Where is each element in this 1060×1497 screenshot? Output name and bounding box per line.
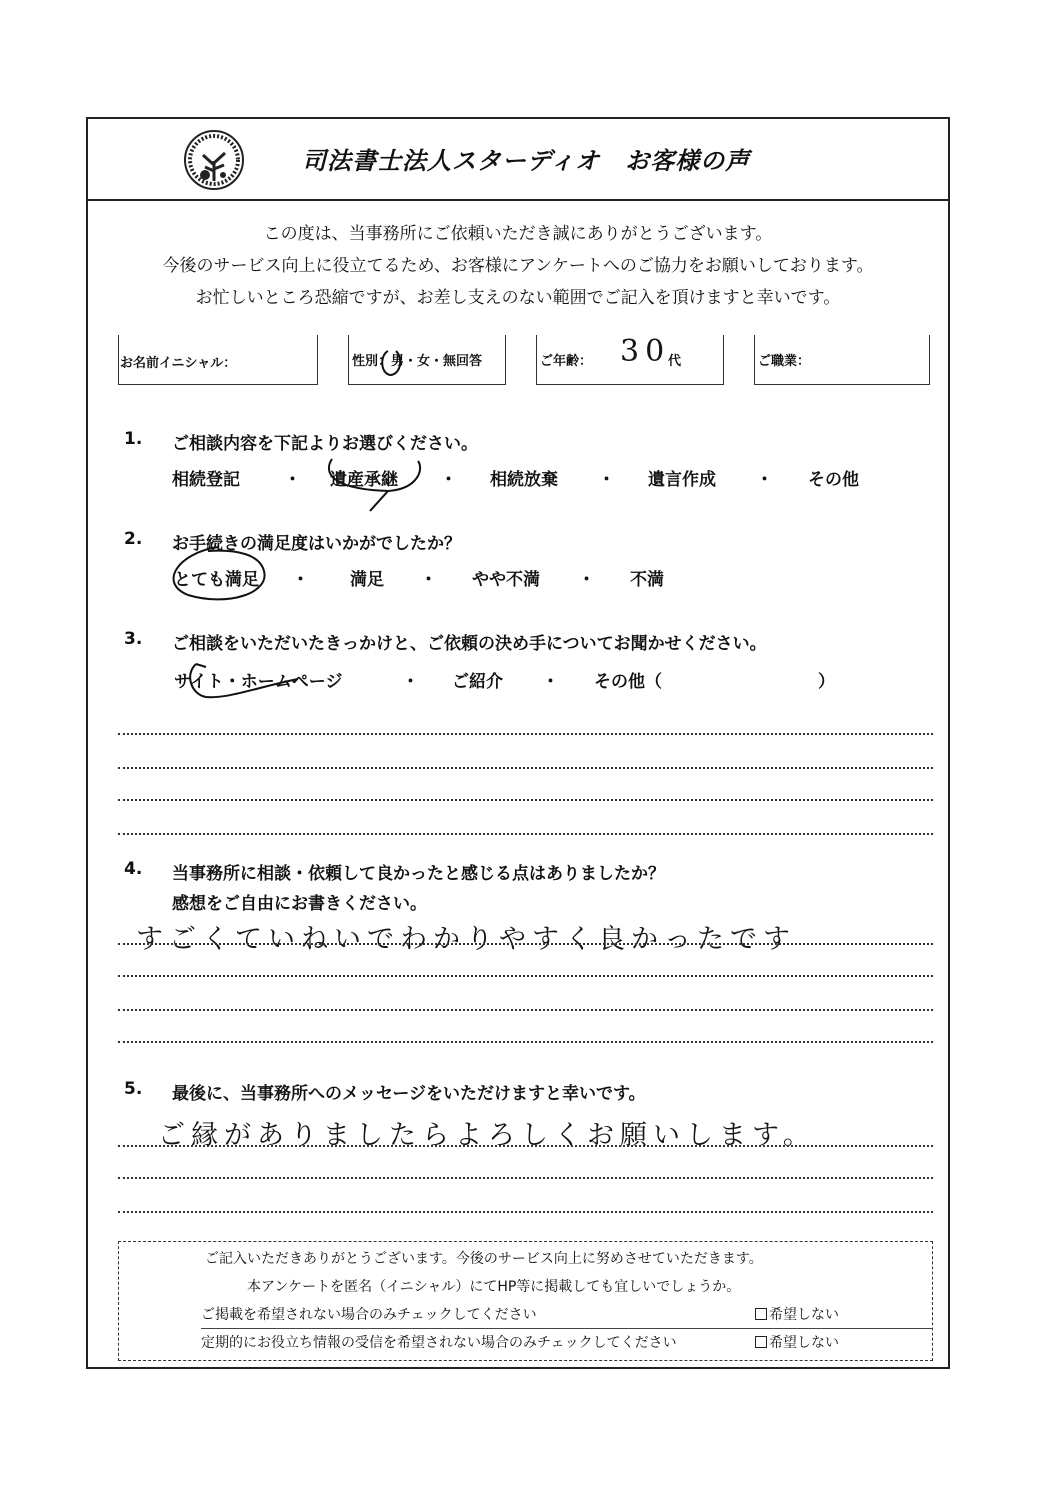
q3-text: ご相談をいただいたきっかけと、ご依頼の決め手についてお聞かせください。 [172, 634, 767, 654]
q3-selection-mark [190, 664, 298, 697]
separator: ・ [292, 570, 309, 590]
age-value: 30 [620, 334, 671, 369]
q2-text: お手続きの満足度はいかがでしたか？ [172, 534, 461, 554]
q4-answer: すごくていねいでわかりやすく良かったです [136, 924, 796, 955]
separator: ・ [420, 570, 437, 590]
intro-line-2: 今後のサービス向上に役立てるため、お客様にアンケートへのご協力をお願いしております。 [162, 256, 874, 276]
q3-option-3[interactable]: その他（ [594, 672, 662, 692]
q1-text: ご相談内容を下記よりお選びください。 [172, 434, 478, 454]
separator: ・ [402, 672, 419, 692]
q3-option-1[interactable]: サイト・ホームページ [174, 672, 343, 692]
gender-label: 性別： [352, 354, 392, 369]
q2-option-3[interactable]: やや不満 [472, 570, 540, 590]
separator: ・ [542, 672, 559, 692]
intro-line-1: この度は、当事務所にご依頼いただき誠にありがとうございます。 [263, 224, 773, 244]
q5-number: 5. [124, 1079, 143, 1099]
checkbox-label: 希望しない [769, 1335, 839, 1351]
q4-text-2: 感想をご自由にお書きください。 [172, 894, 427, 914]
q1-option-4[interactable]: 遺言作成 [648, 470, 716, 490]
separator: ・ [598, 470, 615, 490]
footer-line-3: ご掲載を希望されない場合のみチェックしてください [201, 1307, 537, 1323]
intro-line-3: お忙しいところ恐縮ですが、お差し支えのない範囲でご記入を頂けますと幸いです。 [195, 288, 841, 308]
q2-selection-mark [174, 547, 265, 599]
q2-option-2[interactable]: 満足 [350, 570, 384, 590]
q1-selection-mark [329, 459, 420, 511]
q2-option-1[interactable]: とても満足 [174, 570, 259, 590]
q1-option-2[interactable]: 遺産承継 [330, 470, 398, 490]
age-label: ご年齢： [540, 354, 593, 369]
footer-line-2: 本アンケートを匿名（イニシャル）にてHP等に掲載しても宜しいでしょうか。 [247, 1279, 741, 1295]
q5-text: 最後に、当事務所へのメッセージをいただけますと幸いです。 [172, 1084, 646, 1104]
q4-number: 4. [124, 859, 143, 879]
initial-label: お名前イニシャル： [120, 356, 237, 371]
footer-line-4: 定期的にお役立ち情報の受信を希望されない場合のみチェックしてください [201, 1335, 677, 1351]
gender-selection-mark [382, 351, 400, 375]
job-label: ご職業： [758, 354, 811, 369]
q1-option-5[interactable]: その他 [808, 470, 859, 490]
q3-number: 3. [124, 629, 143, 649]
page-title: 司法書士法人スターディオ お客様の声 [302, 147, 751, 175]
q3-option-close: ） [818, 672, 835, 692]
handwritten-marks [88, 119, 952, 1371]
q1-option-1[interactable]: 相続登記 [172, 470, 240, 490]
q2-number: 2. [124, 529, 143, 549]
separator: ・ [440, 470, 457, 490]
checkbox-label: 希望しない [769, 1307, 839, 1323]
q1-option-3[interactable]: 相続放棄 [490, 470, 558, 490]
q4-text: 当事務所に相談・依頼して良かったと感じる点はありましたか？ [172, 864, 665, 884]
q2-option-4[interactable]: 不満 [630, 570, 664, 590]
q1-number: 1. [124, 429, 143, 449]
separator: ・ [756, 470, 773, 490]
survey-form [86, 117, 950, 1369]
q5-answer: ご縁がありましたらよろしくお願いします。 [158, 1120, 816, 1151]
age-suffix: 代 [668, 354, 682, 369]
gender-options[interactable]: 男・女・無回答 [391, 354, 483, 369]
footer-line-1: ご記入いただきありがとうございます。今後のサービス向上に努めさせていただきます。 [205, 1251, 763, 1267]
separator: ・ [284, 470, 301, 490]
separator: ・ [578, 570, 595, 590]
q3-option-2[interactable]: ご紹介 [452, 672, 503, 692]
